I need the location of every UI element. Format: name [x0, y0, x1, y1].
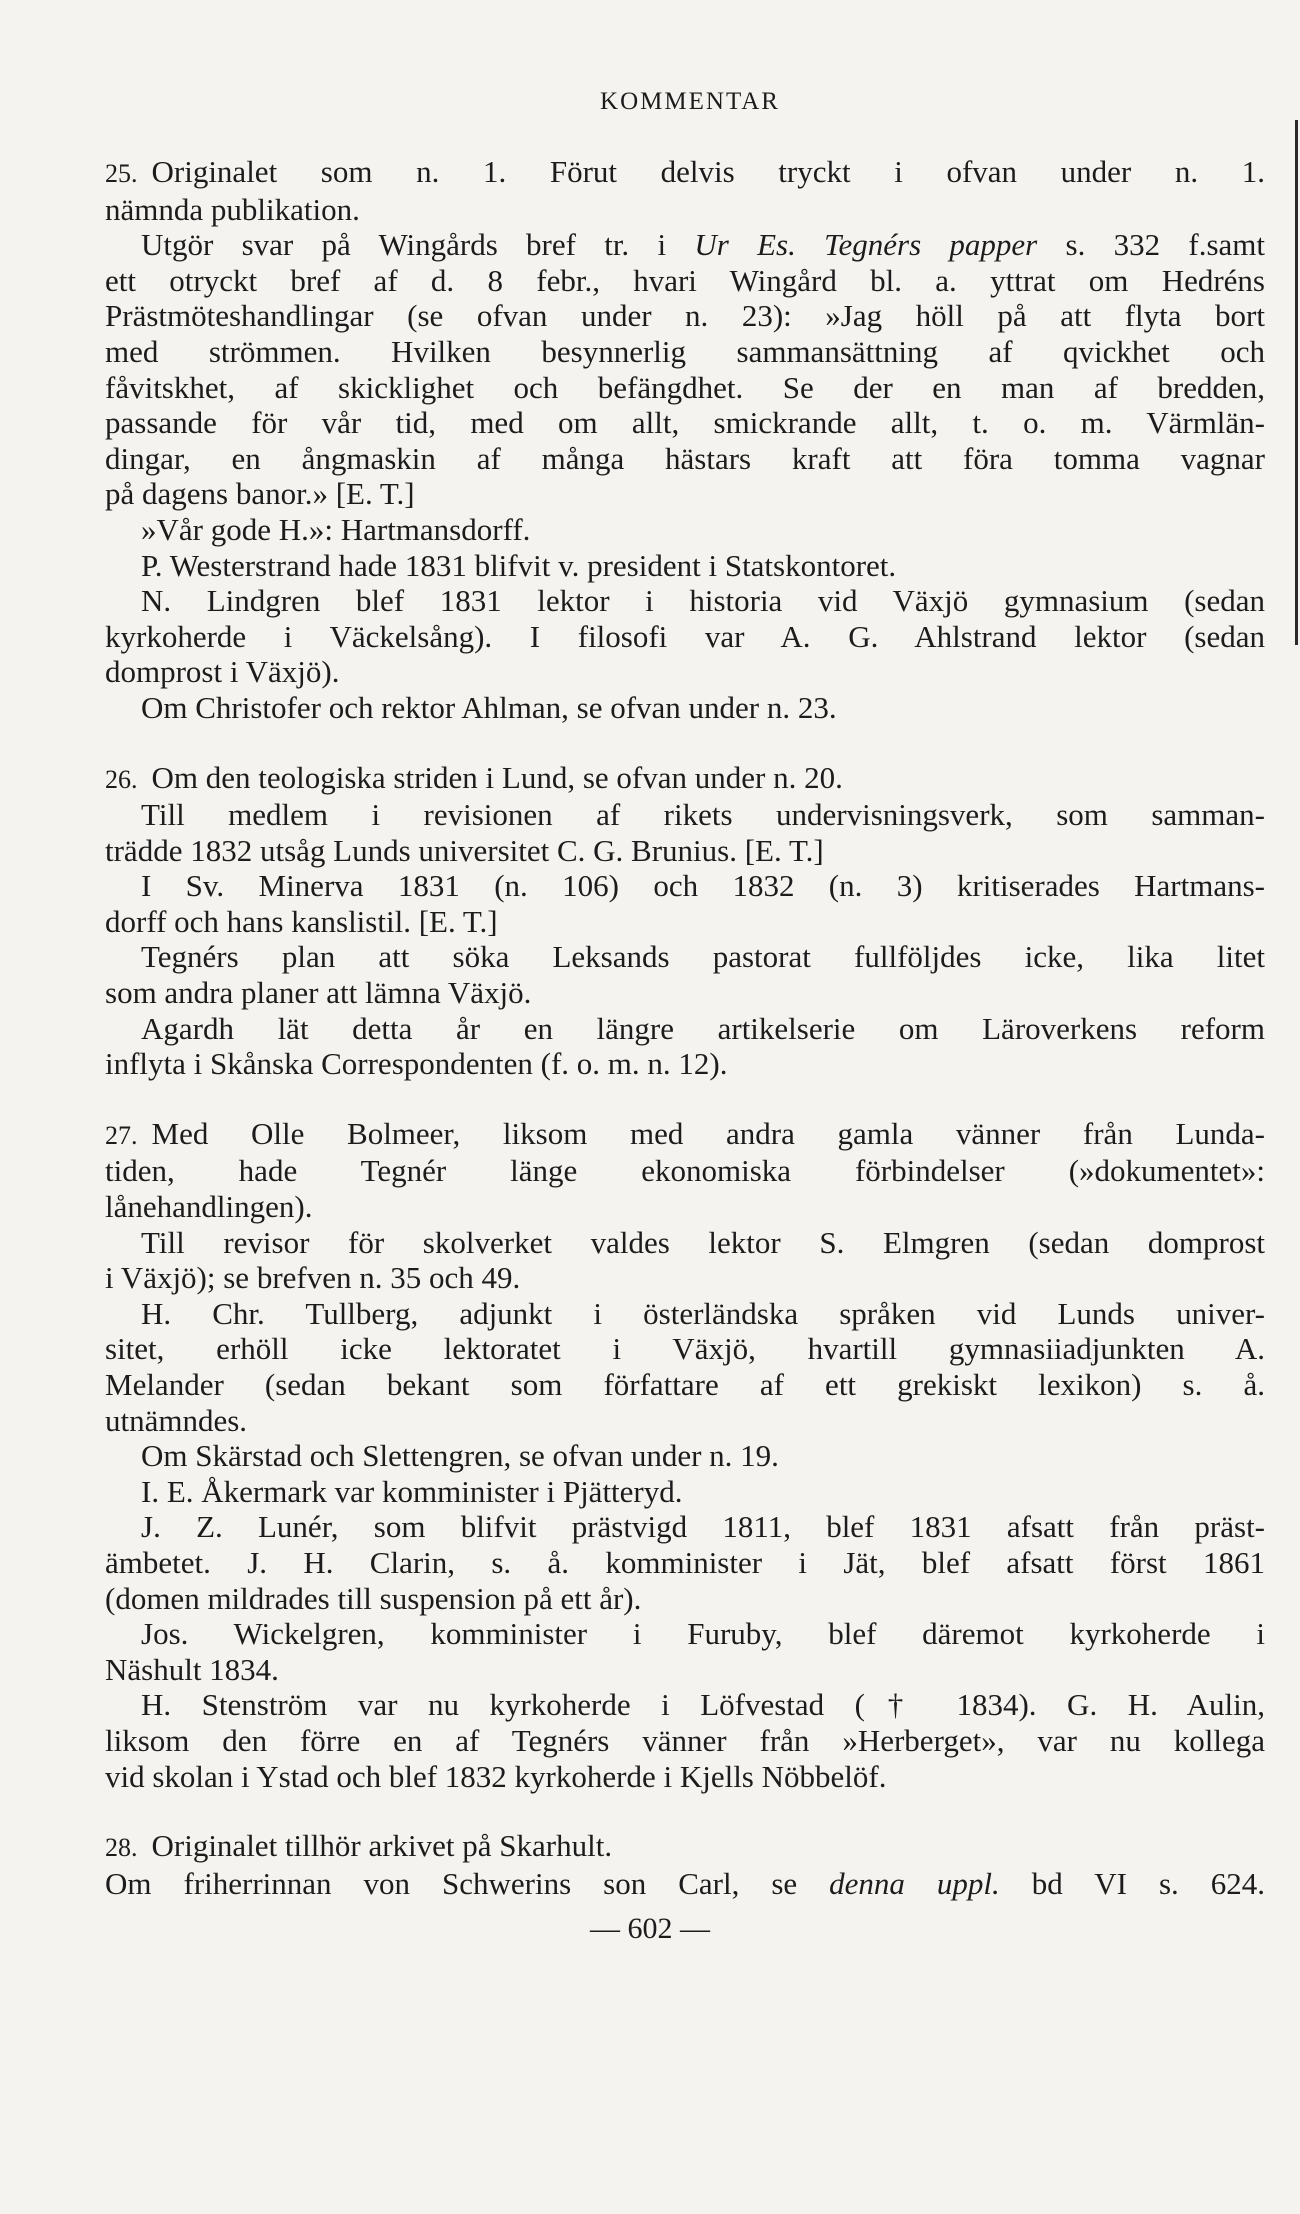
text-line: lånehandlingen).: [105, 1189, 313, 1225]
text-line: Utgör svar på Wingårds bref tr. i Ur Es. Tegnérs papper s. 332 f.samt: [141, 227, 1266, 263]
text-line: (domen mildrades till suspension på ett år).: [105, 1580, 642, 1616]
section-number: 27.: [105, 1120, 138, 1150]
text-line: passande för vår tid, med om allt, smickrande allt, t. o. m. Värmlän-: [105, 405, 1265, 441]
text-line: domprost i Växjö).: [105, 654, 340, 690]
text-line: H. Chr. Tullberg, adjunkt i österländska språken vid Lunds univer-: [141, 1295, 1265, 1331]
text-line: Tegnérs plan att söka Leksands pastorat fullföljdes icke, lika litet: [141, 939, 1265, 975]
text-line: Till medlem i revisionen af rikets undervisningsverk, som samman-: [141, 797, 1265, 833]
text-line: I. E. Åkermark var komminister i Pjätteryd.: [141, 1473, 683, 1509]
text-line: Om friherrinnan von Schwerins son Carl, se denna uppl. bd VI s. 624.: [105, 1865, 1265, 1901]
text-line: dorff och hans kanslistil. [E. T.]: [105, 903, 498, 939]
text-line: N. Lindgren blef 1831 lektor i historia vid Växjö gymnasium (sedan: [141, 583, 1265, 619]
text-line: »Vår gode H.»: Hartmansdorff.: [141, 511, 531, 547]
text-line: med strömmen. Hvilken besynnerlig sammansättning af qvickhet och: [105, 333, 1265, 369]
text-line: som andra planer att lämna Växjö.: [105, 975, 532, 1011]
page-number: — 602 —: [590, 1912, 710, 1945]
italic-reference: Ur Es. Tegnérs papper: [694, 227, 1038, 263]
text-line: Jos. Wickelgren, komminister i Furuby, blef däremot kyrkoherde i: [141, 1616, 1265, 1652]
commentary-section-26: [105, 760, 1265, 1082]
text-line: fåvitskhet, af skicklighet och befängdhet. Se der en man af bredden,: [105, 369, 1265, 405]
text-line: kyrkoherde i Väckelsång). I filosofi var A. G. Ahlstrand lektor (sedan: [105, 618, 1265, 654]
text-line: 28. Originalet tillhör arkivet på Skarhult.: [105, 1828, 613, 1864]
text-line: Om Skärstad och Slettengren, se ofvan under n. 19.: [141, 1438, 779, 1474]
commentary-section-27: [105, 1116, 1265, 1794]
text-line: Om Christofer och rektor Ahlman, se ofvan under n. 23.: [141, 689, 837, 725]
margin-rule: [1295, 120, 1298, 645]
text-line: I Sv. Minerva 1831 (n. 106) och 1832 (n. 3) kritiserades Hartmans-: [141, 868, 1265, 904]
text-line: sitet, erhöll icke lektoratet i Växjö, hvartill gymnasiiadjunkten A.: [105, 1331, 1265, 1367]
section-number: 26.: [105, 764, 138, 794]
section-number: 25.: [105, 159, 138, 188]
italic-reference: denna uppl.: [829, 1865, 1000, 1901]
text-line: 25. Originalet som n. 1. Förut delvis tryckt i ofvan under n. 1.: [105, 154, 1265, 189]
text-line: 26. Om den teologiska striden i Lund, se ofvan under n. 20.: [105, 759, 843, 795]
text-line: i Växjö); se brefven n. 35 och 49.: [105, 1260, 521, 1296]
text-line: på dagens banor.» [E. T.]: [105, 476, 415, 512]
commentary-section-25: [105, 154, 1265, 726]
text-line: Prästmöteshandlingar (se ofvan under n. 23): »Jag höll på att flyta bort: [105, 298, 1265, 334]
text-line: nämnda publikation.: [105, 191, 360, 227]
text-line: utnämndes.: [105, 1402, 248, 1438]
text-line: H. Stenström var nu kyrkoherde i Löfvestad († 1834). G. H. Aulin,: [141, 1687, 1265, 1723]
text-line: tiden, hade Tegnér länge ekonomiska förbindelser (»dokumentet»:: [105, 1153, 1265, 1189]
text-line: dingar, en ångmaskin af många hästars kraft att föra tomma vagnar: [105, 440, 1265, 476]
document-page: [105, 88, 1265, 1935]
text-line: vid skolan i Ystad och blef 1832 kyrkoherde i Kjells Nöbbelöf.: [105, 1758, 887, 1794]
text-line: Agardh lät detta år en längre artikelserie om Läroverkens reform: [141, 1010, 1265, 1046]
text-line: 27. Med Olle Bolmeer, liksom med andra gamla vänner från Lunda-: [105, 1115, 1265, 1151]
text-line: ett otryckt bref af d. 8 febr., hvari Wingård bl. a. yttrat om Hedréns: [105, 262, 1265, 298]
text-line: J. Z. Lunér, som blifvit prästvigd 1811, blef 1831 afsatt från präst-: [141, 1509, 1265, 1545]
text-line: ämbetet. J. H. Clarin, s. å. komminister i Jät, blef afsatt först 1861: [105, 1544, 1265, 1580]
text-line: inflyta i Skånska Correspondenten (f. o. m. n. 12).: [105, 1046, 728, 1082]
text-line: P. Westerstrand hade 1831 blifvit v. president i Statskontoret.: [141, 547, 897, 583]
commentary-section-28: [105, 1828, 1265, 1901]
text-line: Till revisor för skolverket valdes lektor S. Elmgren (sedan domprost: [141, 1224, 1265, 1260]
section-number: 28.: [105, 1833, 138, 1863]
text-line: liksom den förre en af Tegnérs vänner från »Herberget», var nu kollega: [105, 1722, 1265, 1758]
text-line: trädde 1832 utsåg Lunds universitet C. G. Brunius. [E. T.]: [105, 832, 824, 868]
page-header: KOMMENTAR: [600, 88, 780, 115]
text-line: Näshult 1834.: [105, 1651, 279, 1687]
text-line: Melander (sedan bekant som författare af ett grekiskt lexikon) s. å.: [105, 1367, 1265, 1402]
